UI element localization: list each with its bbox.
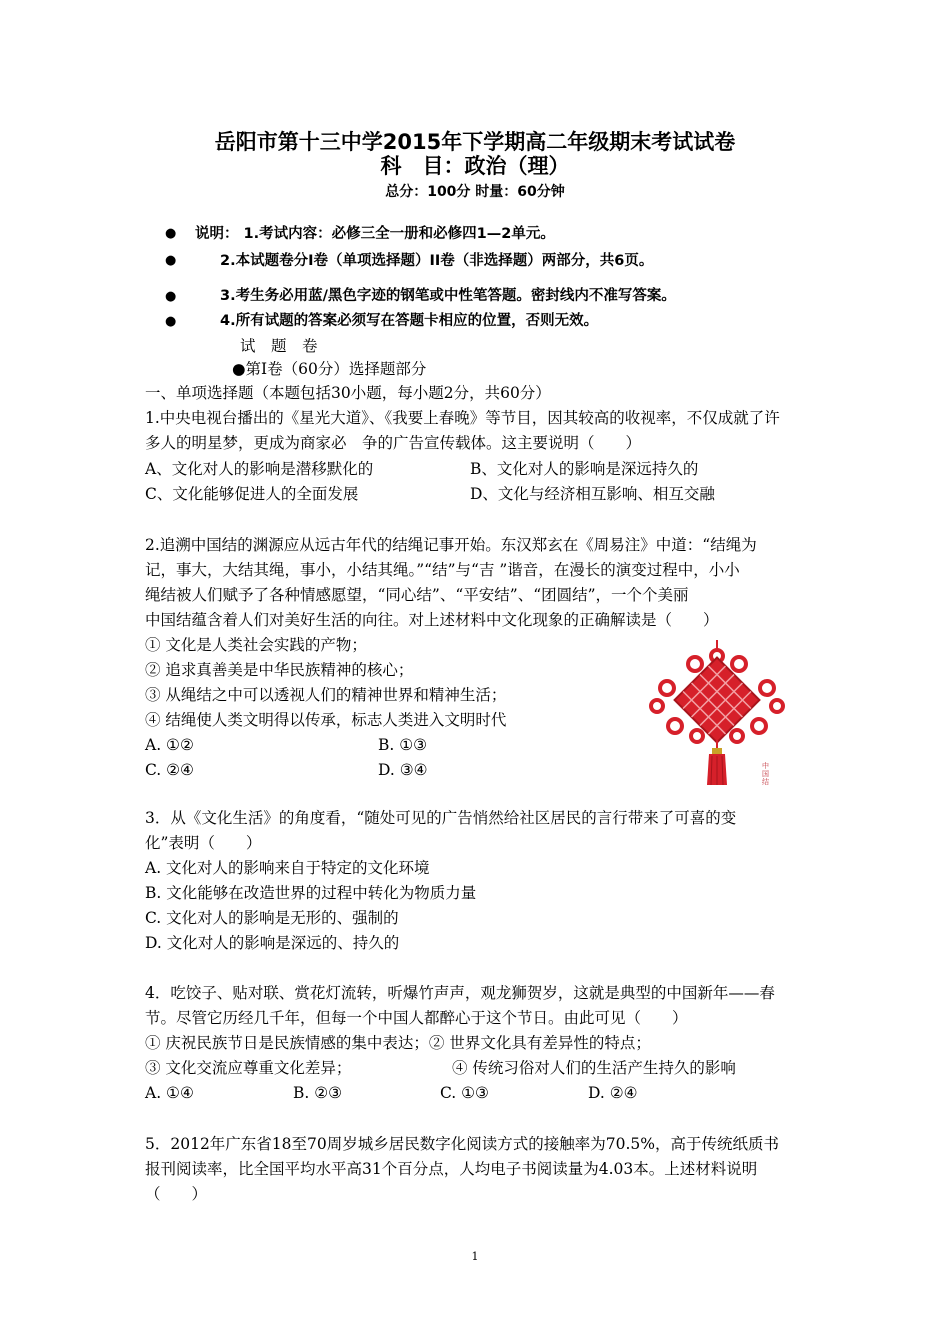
q2-line: 中国结蕴含着人们对美好生活的向往。对上述材料中文化现象的正确解读是（ ） [145, 611, 719, 629]
bullet-icon: ● [165, 314, 177, 329]
q1-option-d: D、文化与经济相互影响、相互交融 [470, 485, 715, 503]
q4-item: ① 庆祝民族节日是民族情感的集中表达；② 世界文化具有差异性的特点； [145, 1034, 651, 1052]
q4-option-c: C. ①③ [440, 1084, 489, 1102]
q1-line: 1.中央电视台播出的《星光大道》、《我要上春晚》等节目，因其较高的收视率，不仅成就了许 [145, 409, 780, 427]
q4-option-d: D. ②④ [588, 1084, 638, 1102]
q4-option-a: A. ①④ [145, 1084, 194, 1102]
instruction-1: 说明： 1.考试内容：必修三全一册和必修四1—2单元。 [195, 226, 555, 242]
q2-item: ① 文化是人类社会实践的产物； [145, 636, 367, 654]
q2-option-d: D. ③④ [378, 761, 428, 779]
q2-item: ④ 结绳使人类文明得以传承，标志人类进入文明时代 [145, 711, 507, 729]
part1-label: ●第I卷（60分）选择题部分 [232, 360, 427, 378]
q1-line: 多人的明星梦，更成为商家必 争的广告宣传载体。这主要说明（ ） [145, 434, 642, 452]
q5-line: （ ） [145, 1185, 208, 1203]
knot-caption: 中国结 [762, 762, 769, 786]
q4-option-b: B. ②③ [293, 1084, 343, 1102]
q4-line: 4．吃饺子、贴对联、赏花灯流转，听爆竹声声，观龙狮贺岁，这就是典型的中国新年——春 [145, 984, 775, 1002]
q1-option-b: B、文化对人的影响是深远持久的 [470, 460, 699, 478]
q1-option-a: A、文化对人的影响是潜移默化的 [145, 460, 374, 478]
q2-option-c: C. ②④ [145, 761, 194, 779]
q3-option-c: C. 文化对人的影响是无形的、强制的 [145, 909, 399, 927]
q1-option-c: C、文化能够促进人的全面发展 [145, 485, 359, 503]
exam-title: 岳阳市第十三中学2015年下学期高二年级期末考试试卷 [214, 130, 736, 154]
q2-line: 记，事大，大结其绳，事小，小结其绳。”“结”与“吉 ”谐音，在漫长的演变过程中，小小 [145, 561, 740, 579]
q4-line: 节。尽管它历经几千年，但每一个中国人都醉心于这个节日。由此可见（ ） [145, 1009, 688, 1027]
q3-line: 化”表明（ ） [145, 834, 262, 852]
score-time: 总分：100分 时量：60分钟 [385, 184, 565, 200]
q3-option-d: D. 文化对人的影响是深远的、持久的 [145, 934, 400, 952]
q4-item: ③ 文化交流应尊重文化差异； [145, 1059, 352, 1077]
q2-item: ② 追求真善美是中华民族精神的核心； [145, 661, 414, 679]
instruction-4: 4.所有试题的答案必须写在答题卡相应的位置，否则无效。 [220, 313, 599, 329]
bullet-icon: ● [165, 253, 177, 268]
instruction-2: 2.本试题卷分I卷（单项选择题）II卷（非选择题）两部分，共6页。 [220, 253, 654, 269]
paper-label: 试 题 卷 [240, 337, 318, 355]
q2-line: 2.追溯中国结的渊源应从远古年代的结绳记事开始。东汉郑玄在《周易注》中道：“结绳为 [145, 536, 757, 554]
q3-option-b: B. 文化能够在改造世界的过程中转化为物质力量 [145, 884, 477, 902]
q2-line: 绳结被人们赋予了各种情感愿望，“同心结”、“平安结”、“团圆结”，一个个美丽 [145, 586, 689, 604]
exam-subject: 科 目：政治（理） [380, 154, 570, 178]
q5-line: 5．2012年广东省18至70周岁城乡居民数字化阅读方式的接触率为70.5%，高于传统纸质书 [145, 1135, 779, 1153]
page-number: 1 [471, 1250, 479, 1263]
q4-item: ④ 传统习俗对人们的生活产生持久的影响 [452, 1059, 736, 1077]
q3-option-a: A. 文化对人的影响来自于特定的文化环境 [145, 859, 430, 877]
q3-line: 3．从《文化生活》的角度看，“随处可见的广告悄然给社区居民的言行带来了可喜的变 [145, 809, 737, 827]
q2-option-a: A. ①② [145, 736, 194, 754]
q5-line: 报刊阅读率，比全国平均水平高31个百分点，人均电子书阅读量为4.03本。上述材料说明 [145, 1160, 758, 1178]
q2-option-b: B. ①③ [378, 736, 428, 754]
bullet-icon: ● [165, 226, 177, 241]
section1-heading: 一、单项选择题（本题包括30小题，每小题2分，共60分） [145, 384, 551, 402]
instruction-3: 3.考生务必用蓝/黑色字迹的钢笔或中性笔答题。密封线内不准写答案。 [220, 288, 676, 304]
q2-item: ③ 从绳结之中可以透视人们的精神世界和精神生活； [145, 686, 507, 704]
bullet-icon: ● [165, 289, 177, 304]
